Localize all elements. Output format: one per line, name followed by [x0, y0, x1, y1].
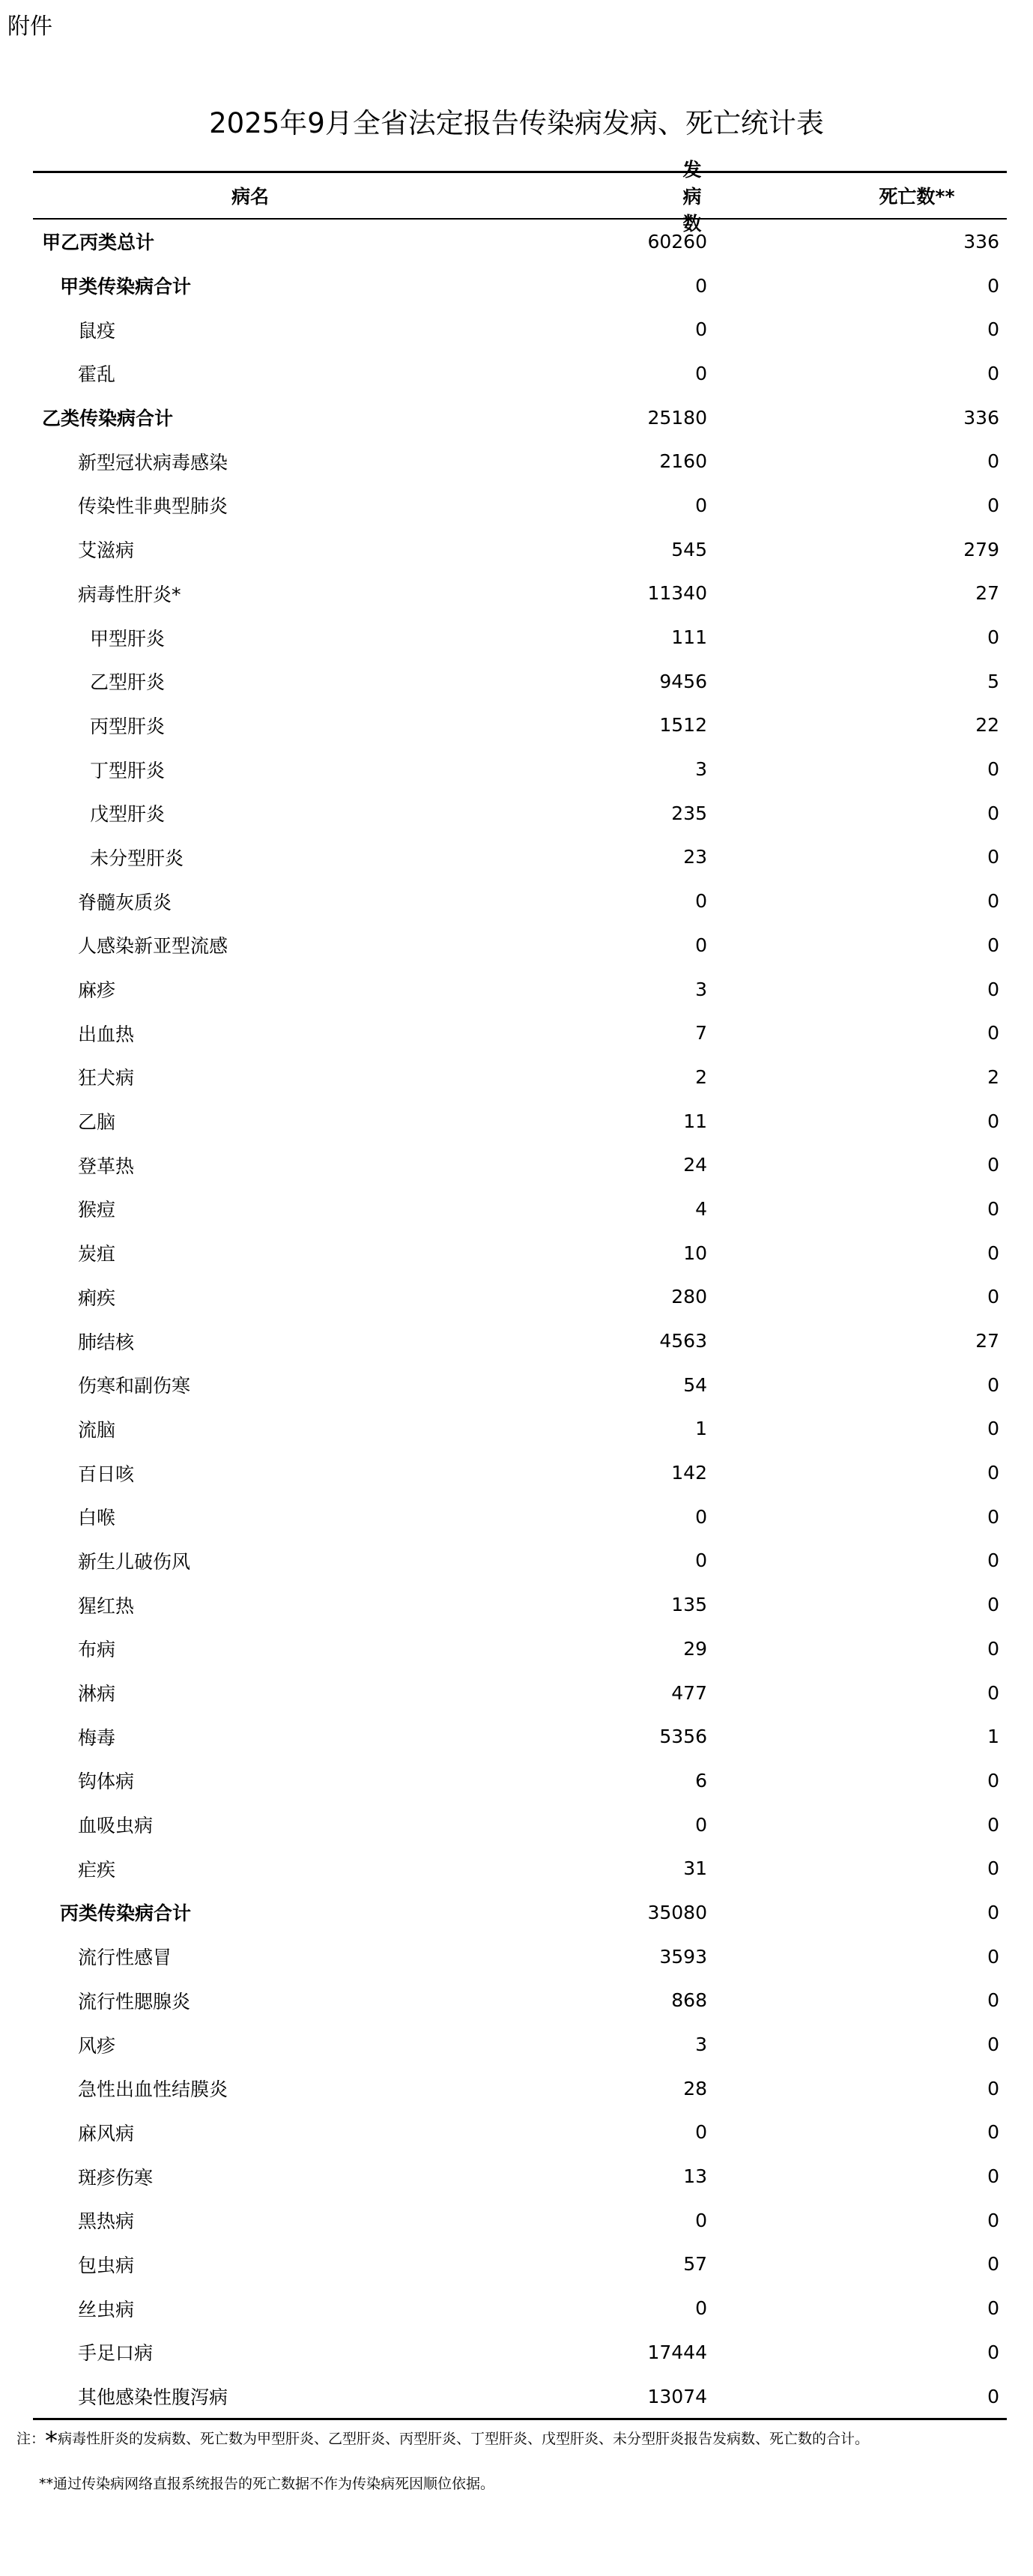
deaths-cell: 279: [963, 538, 999, 560]
disease-name-cell: 流脑: [78, 1418, 116, 1441]
incidence-cell: 868: [671, 1989, 707, 2012]
disease-name-cell: 包虫病: [78, 2254, 135, 2276]
table-row: [33, 1231, 1007, 1275]
disease-name-cell: 传染性非典型肺炎: [78, 495, 228, 518]
table-row: [33, 527, 1007, 572]
deaths-cell: 0: [987, 2209, 999, 2231]
table-row: [33, 1979, 1007, 2023]
table-row: [33, 1627, 1007, 1671]
table-row: [33, 1099, 1007, 1143]
deaths-cell: 0: [987, 1197, 999, 1220]
table-row: [33, 1759, 1007, 1803]
table-row: [33, 967, 1007, 1012]
table-row: [33, 1671, 1007, 1715]
attachment-label: 附件: [7, 13, 52, 40]
deaths-cell: 0: [987, 450, 999, 473]
table-row: [33, 2330, 1007, 2374]
table-row: [33, 1011, 1007, 1055]
incidence-cell: 3593: [659, 1945, 707, 1968]
incidence-cell: 111: [671, 626, 707, 649]
disease-name-cell: 甲类传染病合计: [60, 276, 192, 298]
disease-name-cell: 猩红热: [78, 1594, 135, 1617]
deaths-cell: 0: [987, 802, 999, 824]
deaths-cell: 0: [987, 1681, 999, 1704]
incidence-cell: 0: [695, 2297, 707, 2320]
disease-name-cell: 疟疾: [78, 1858, 116, 1881]
incidence-cell: 477: [671, 1681, 707, 1704]
disease-name-cell: 其他感染性腹泻病: [78, 2386, 228, 2409]
table-row: [33, 1363, 1007, 1407]
table-row: [33, 879, 1007, 923]
incidence-cell: 0: [695, 1813, 707, 1836]
incidence-cell: 2: [695, 1065, 707, 1088]
incidence-cell: 60260: [647, 230, 707, 253]
deaths-cell: 0: [987, 362, 999, 384]
incidence-cell: 280: [671, 1286, 707, 1308]
deaths-cell: 0: [987, 890, 999, 913]
header-incidence: 发病数: [682, 159, 702, 235]
footnote-1-text: 病毒性肝炎的发病数、死亡数为甲型肝炎、乙型肝炎、丙型肝炎、丁型肝炎、戊型肝炎、未分型肝炎报告发病数、死亡数的合计。: [58, 2431, 870, 2447]
incidence-cell: 24: [683, 1154, 707, 1176]
incidence-cell: 0: [695, 934, 707, 956]
deaths-cell: 0: [987, 2253, 999, 2276]
incidence-cell: 17444: [647, 2341, 707, 2363]
deaths-cell: 0: [987, 1110, 999, 1132]
deaths-cell: 0: [987, 758, 999, 781]
deaths-cell: 0: [987, 1594, 999, 1616]
deaths-cell: 0: [987, 1462, 999, 1484]
incidence-cell: 6: [695, 1769, 707, 1792]
deaths-cell: 22: [975, 714, 999, 737]
deaths-cell: 0: [987, 1418, 999, 1440]
disease-name-cell: 艾滋病: [78, 539, 135, 562]
table-row: [33, 2111, 1007, 2155]
disease-name-cell: 登革热: [78, 1155, 135, 1177]
header-disease-name: 病名: [231, 186, 269, 208]
disease-name-cell: 乙类传染病合计: [42, 408, 174, 430]
incidence-cell: 0: [695, 2121, 707, 2144]
incidence-cell: 11340: [647, 582, 707, 605]
disease-name-cell: 白喉: [78, 1507, 116, 1529]
deaths-cell: 1: [987, 1726, 999, 1748]
incidence-cell: 31: [683, 1857, 707, 1880]
table-row: [33, 704, 1007, 748]
table-row: [33, 2198, 1007, 2243]
disease-name-cell: 急性出血性结膜炎: [78, 2078, 228, 2101]
table-row: [33, 659, 1007, 704]
disease-name-cell: 百日咳: [78, 1463, 135, 1485]
table-body: [33, 220, 1007, 2418]
deaths-cell: 0: [987, 626, 999, 649]
incidence-cell: 0: [695, 274, 707, 297]
disease-name-cell: 出血热: [78, 1023, 135, 1045]
deaths-cell: 0: [987, 1242, 999, 1264]
incidence-cell: 0: [695, 2209, 707, 2231]
incidence-cell: 13074: [647, 2385, 707, 2407]
deaths-cell: 27: [975, 582, 999, 605]
incidence-cell: 23: [683, 846, 707, 868]
incidence-cell: 2160: [659, 450, 707, 473]
deaths-cell: 0: [987, 1945, 999, 1968]
deaths-cell: 0: [987, 318, 999, 341]
table-row: [33, 1539, 1007, 1583]
disease-name-cell: 猴痘: [78, 1199, 116, 1221]
disease-name-cell: 乙型肝炎: [90, 671, 166, 694]
disease-name-cell: 流行性腮腺炎: [78, 1990, 191, 2013]
deaths-cell: 0: [987, 1813, 999, 1836]
table-row: [33, 307, 1007, 351]
table-row: [33, 2066, 1007, 2111]
incidence-cell: 4: [695, 1197, 707, 1220]
table-row: [33, 923, 1007, 967]
disease-name-cell: 新生儿破伤风: [78, 1550, 191, 1573]
incidence-cell: 57: [683, 2253, 707, 2276]
footnote-prefix: 注：: [16, 2431, 46, 2447]
deaths-cell: 0: [987, 978, 999, 1000]
deaths-cell: 5: [987, 670, 999, 692]
disease-name-cell: 病毒性肝炎*: [78, 583, 181, 605]
table-row: [33, 1187, 1007, 1231]
table-row: [33, 1582, 1007, 1627]
incidence-cell: 1512: [659, 714, 707, 737]
table-row: [33, 1451, 1007, 1495]
table-row: [33, 1495, 1007, 1539]
disease-name-cell: 梅毒: [78, 1726, 116, 1749]
disease-name-cell: 黑热病: [78, 2210, 135, 2233]
disease-name-cell: 丙类传染病合计: [60, 1902, 192, 1925]
disease-name-cell: 流行性感冒: [78, 1947, 172, 1969]
disease-name-cell: 痢疾: [78, 1287, 116, 1309]
incidence-cell: 5356: [659, 1726, 707, 1748]
deaths-cell: 0: [987, 1769, 999, 1792]
table-row: [33, 2154, 1007, 2198]
disease-name-cell: 麻疹: [78, 979, 116, 1002]
deaths-cell: 0: [987, 2385, 999, 2407]
table-row: [33, 1143, 1007, 1187]
disease-name-cell: 人感染新亚型流感: [78, 935, 228, 958]
table-row: [33, 1714, 1007, 1759]
deaths-cell: 336: [963, 406, 999, 429]
footnote-2: [39, 2473, 494, 2495]
disease-name-cell: 甲型肝炎: [90, 627, 166, 650]
deaths-cell: 0: [987, 1505, 999, 1528]
disease-name-cell: 钩体病: [78, 1771, 135, 1793]
deaths-cell: 0: [987, 1286, 999, 1308]
incidence-cell: 0: [695, 1505, 707, 1528]
deaths-cell: 0: [987, 1549, 999, 1572]
deaths-cell: 0: [987, 1901, 999, 1923]
table-row: [33, 572, 1007, 616]
incidence-cell: 0: [695, 318, 707, 341]
table-row: [33, 2243, 1007, 2287]
incidence-cell: 545: [671, 538, 707, 560]
incidence-cell: 142: [671, 1462, 707, 1484]
incidence-cell: 13: [683, 2165, 707, 2188]
table-row: [33, 1846, 1007, 1890]
table-row: [33, 835, 1007, 880]
disease-name-cell: 肺结核: [78, 1331, 135, 1353]
incidence-cell: 4563: [659, 1330, 707, 1352]
incidence-cell: 235: [671, 802, 707, 824]
incidence-cell: 28: [683, 2077, 707, 2099]
disease-name-cell: 新型冠状病毒感染: [78, 451, 228, 474]
incidence-cell: 54: [683, 1373, 707, 1396]
incidence-cell: 29: [683, 1637, 707, 1660]
incidence-cell: 7: [695, 1022, 707, 1044]
disease-name-cell: 甲乙丙类总计: [42, 232, 155, 254]
deaths-cell: 0: [987, 846, 999, 868]
table-row: [33, 396, 1007, 440]
deaths-cell: 0: [987, 1373, 999, 1396]
deaths-cell: 0: [987, 2297, 999, 2320]
incidence-cell: 3: [695, 2034, 707, 2056]
incidence-cell: 11: [683, 1110, 707, 1132]
incidence-cell: 1: [695, 1418, 707, 1440]
table-row: [33, 1055, 1007, 1099]
deaths-cell: 336: [963, 230, 999, 253]
incidence-cell: 9456: [659, 670, 707, 692]
incidence-cell: 0: [695, 362, 707, 384]
table-row: [33, 1319, 1007, 1363]
deaths-cell: 0: [987, 2077, 999, 2099]
deaths-cell: 0: [987, 2165, 999, 2188]
table-row: [33, 1275, 1007, 1319]
table-row: [33, 351, 1007, 396]
disease-name-cell: 丁型肝炎: [90, 759, 166, 781]
page-title: 2025年9月全省法定报告传染病发病、死亡统计表: [209, 107, 824, 139]
table-row: [33, 1935, 1007, 1979]
header-deaths: 死亡数**: [879, 186, 955, 208]
deaths-cell: 0: [987, 1154, 999, 1176]
deaths-cell: 0: [987, 494, 999, 516]
disease-name-cell: 丝虫病: [78, 2298, 135, 2320]
disease-name-cell: 未分型肝炎: [90, 847, 184, 869]
deaths-cell: 0: [987, 2121, 999, 2144]
deaths-cell: 0: [987, 1637, 999, 1660]
disease-name-cell: 风疹: [78, 2034, 116, 2057]
deaths-cell: 0: [987, 1857, 999, 1880]
footnote-1: [16, 2426, 870, 2456]
deaths-cell: 0: [987, 1989, 999, 2012]
incidence-cell: 25180: [647, 406, 707, 429]
table-row: [33, 1407, 1007, 1451]
incidence-cell: 135: [671, 1594, 707, 1616]
incidence-cell: 3: [695, 758, 707, 781]
disease-name-cell: 布病: [78, 1639, 116, 1661]
incidence-cell: 0: [695, 890, 707, 913]
table-row: [33, 483, 1007, 527]
disease-name-cell: 霍乱: [78, 363, 116, 386]
footnote-star: *: [45, 2426, 58, 2456]
table-row: [33, 2286, 1007, 2330]
deaths-cell: 27: [975, 1330, 999, 1352]
disease-name-cell: 丙型肝炎: [90, 715, 166, 737]
disease-name-cell: 狂犬病: [78, 1067, 135, 1089]
disease-name-cell: 伤寒和副伤寒: [78, 1375, 191, 1397]
disease-name-cell: 血吸虫病: [78, 1815, 154, 1837]
disease-name-cell: 戊型肝炎: [90, 803, 166, 826]
table-row: [33, 439, 1007, 483]
disease-name-cell: 麻风病: [78, 2122, 135, 2144]
incidence-cell: 35080: [647, 1901, 707, 1923]
table-header-row: [33, 159, 1007, 235]
table-row: [33, 1890, 1007, 1935]
table-row: [33, 2022, 1007, 2066]
disease-name-cell: 斑疹伤寒: [78, 2166, 154, 2189]
disease-name-cell: 乙脑: [78, 1111, 116, 1134]
table-row: [33, 747, 1007, 791]
disease-name-cell: 脊髓灰质炎: [78, 891, 172, 913]
incidence-cell: 10: [683, 1242, 707, 1264]
deaths-cell: 0: [987, 2034, 999, 2056]
deaths-cell: 0: [987, 1022, 999, 1044]
incidence-cell: 0: [695, 1549, 707, 1572]
table-row: [33, 1803, 1007, 1847]
incidence-cell: 3: [695, 978, 707, 1000]
table-row: [33, 2374, 1007, 2419]
table-row: [33, 264, 1007, 308]
incidence-cell: 0: [695, 494, 707, 516]
table-row: [33, 615, 1007, 659]
deaths-cell: 0: [987, 934, 999, 956]
disease-name-cell: 手足口病: [78, 2342, 154, 2365]
deaths-cell: 0: [987, 2341, 999, 2363]
statistics-table: [33, 159, 1007, 2420]
table-row: [33, 791, 1007, 835]
disease-name-cell: 鼠疫: [78, 319, 116, 342]
footnote-2-text: **通过传染病网络直报系统报告的死亡数据不作为传染病死因顺位依据。: [39, 2476, 495, 2492]
deaths-cell: 2: [987, 1065, 999, 1088]
disease-name-cell: 炭疽: [78, 1243, 116, 1266]
disease-name-cell: 淋病: [78, 1683, 116, 1705]
deaths-cell: 0: [987, 274, 999, 297]
